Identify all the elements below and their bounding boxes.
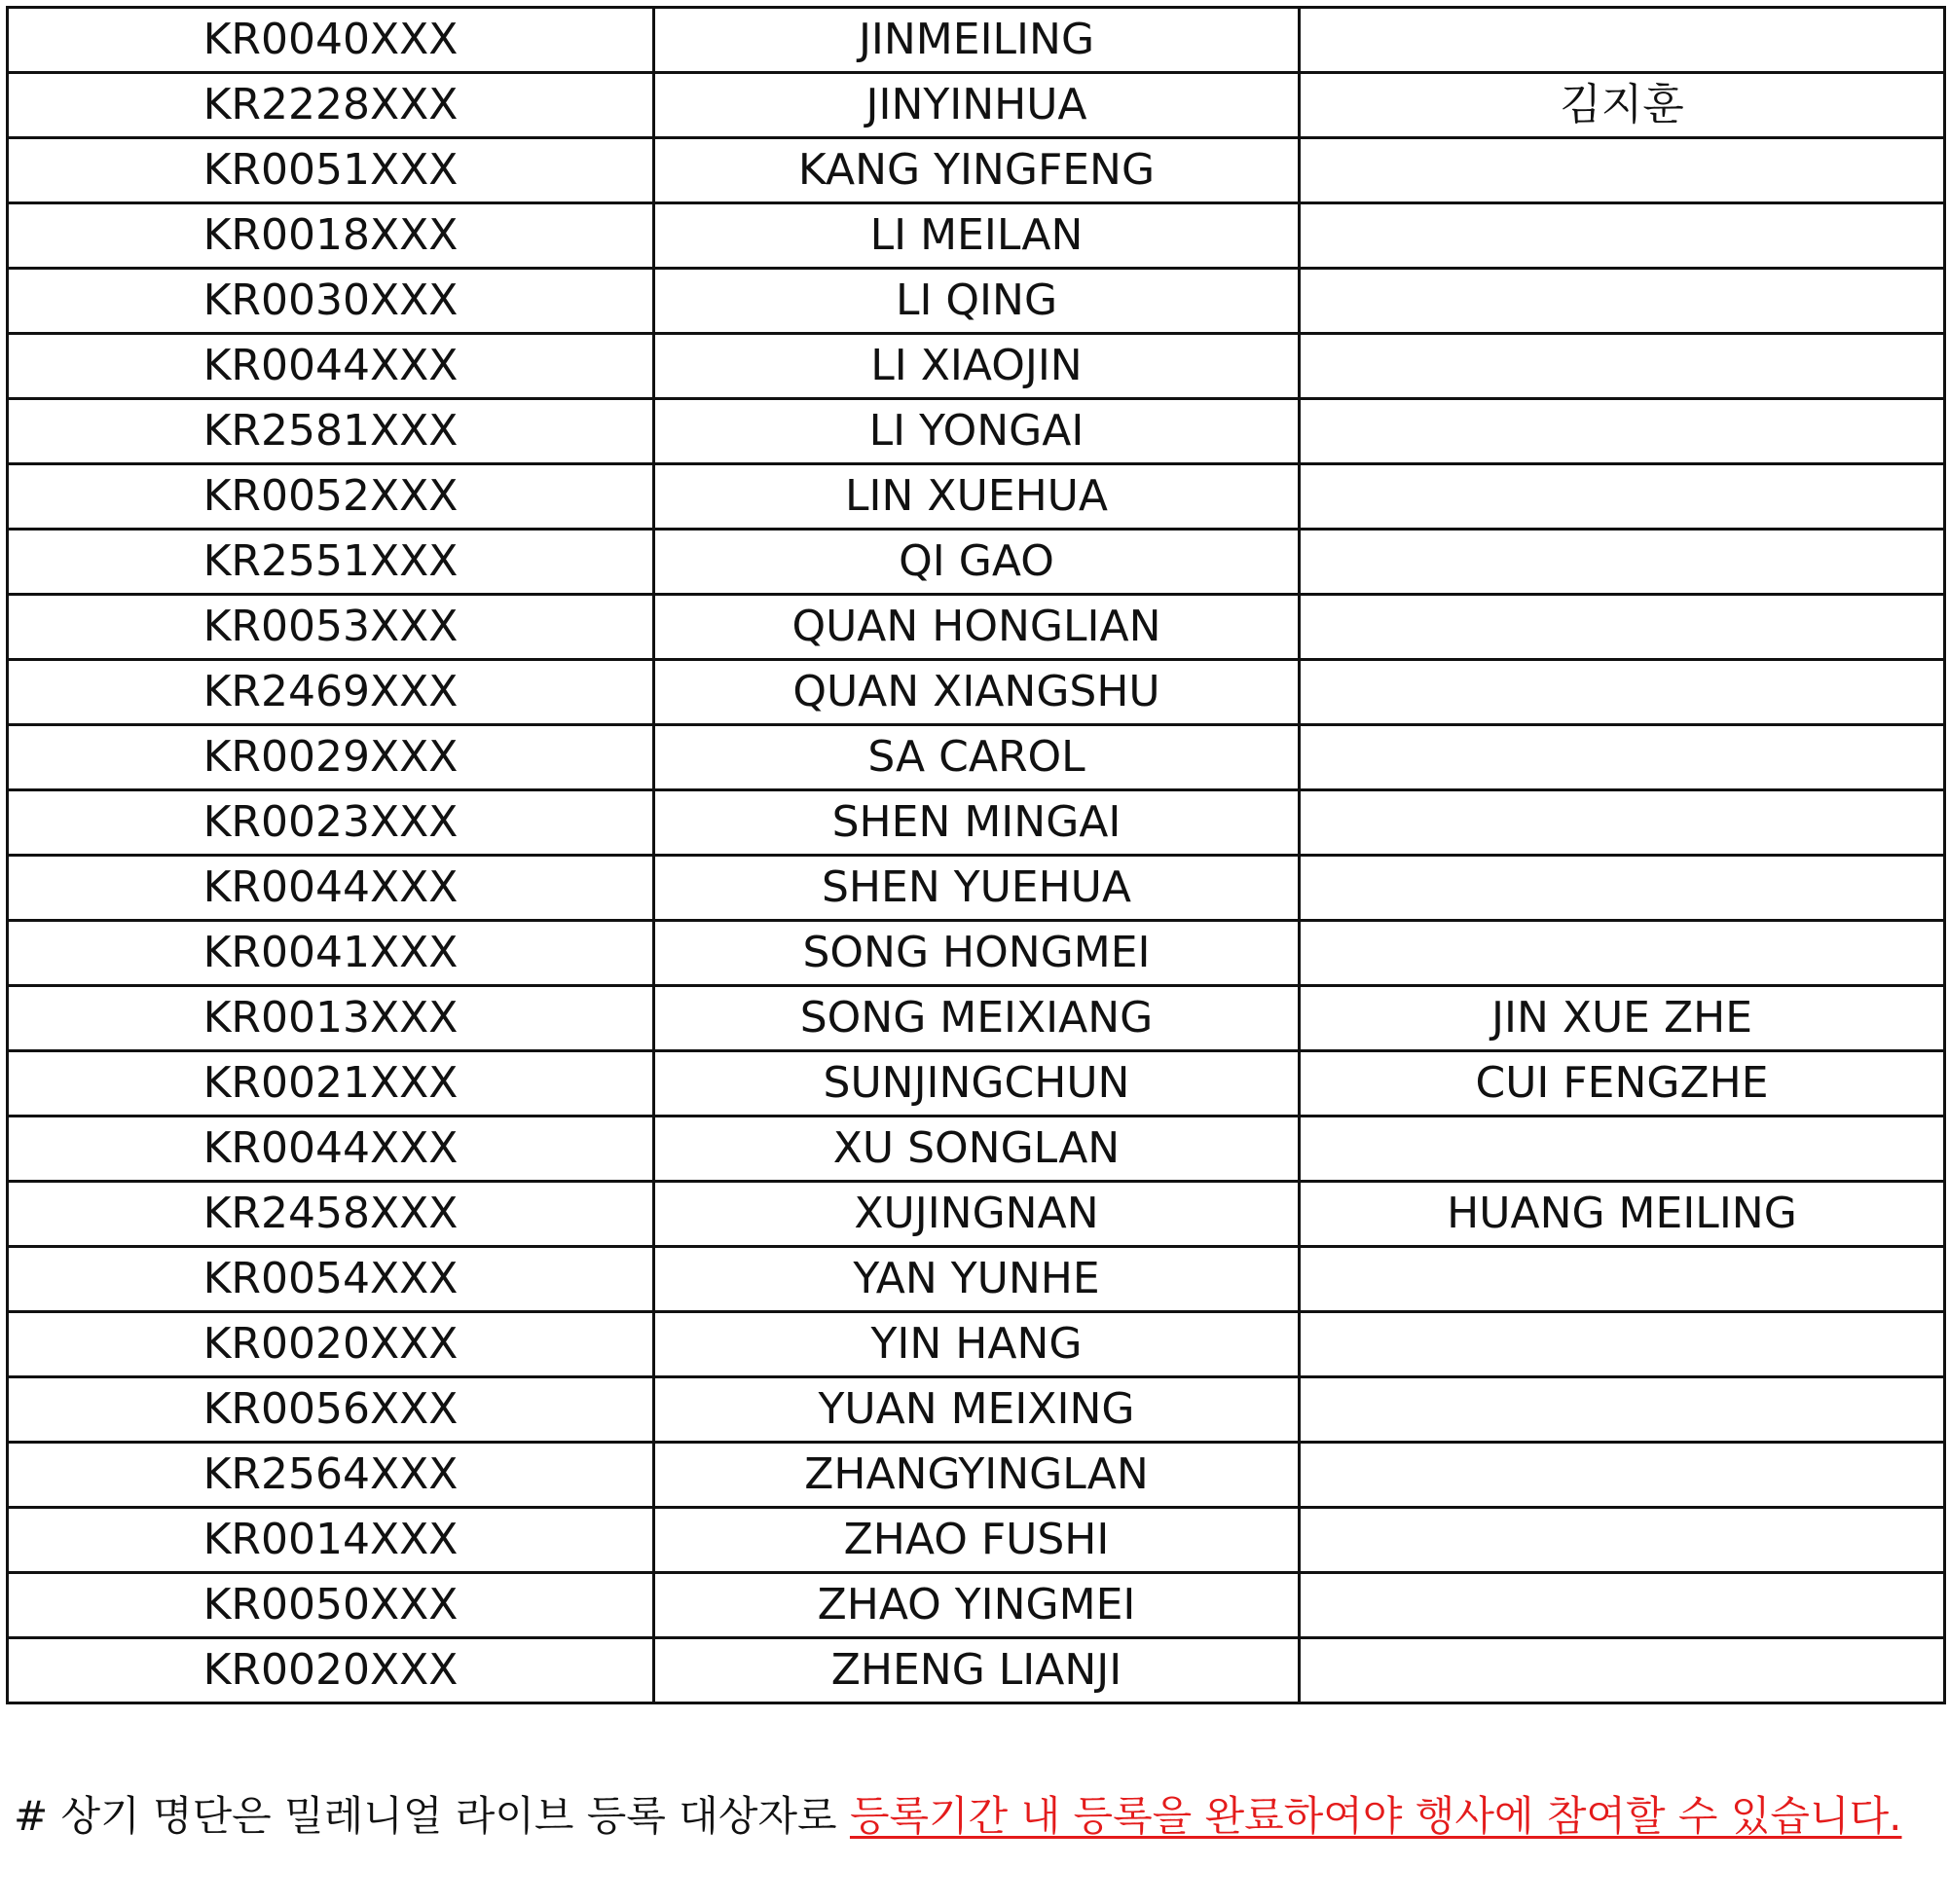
companion-name-cell [1300,660,1945,725]
member-id-cell: KR0020XXX [8,1312,654,1377]
table-row [8,921,1945,986]
member-id-cell: KR0056XXX [8,1377,654,1443]
table-row [8,1051,1945,1117]
member-name-cell: LI XIAOJIN [654,334,1300,399]
member-name-cell: YIN HANG [654,1312,1300,1377]
member-table-body [8,8,1945,1703]
table-row [8,8,1945,73]
member-name-cell: ZHENG LIANJI [654,1638,1300,1703]
member-id-cell: KR0029XXX [8,725,654,790]
companion-name-cell [1300,595,1945,660]
member-id-cell: KR0054XXX [8,1247,654,1312]
member-id-cell: KR0018XXX [8,203,654,269]
member-id-cell: KR0044XXX [8,334,654,399]
member-id-cell: KR2581XXX [8,399,654,464]
companion-name-cell [1300,1247,1945,1312]
member-id-cell: KR2228XXX [8,73,654,138]
member-id-cell: KR0023XXX [8,790,654,856]
member-table [6,6,1946,1704]
member-name-cell: XUJINGNAN [654,1182,1300,1247]
companion-name-cell [1300,203,1945,269]
member-name-cell: ZHAO FUSHI [654,1508,1300,1573]
companion-name-cell: JIN XUE ZHE [1300,986,1945,1051]
table-row [8,595,1945,660]
member-name-cell: YUAN MEIXING [654,1377,1300,1443]
companion-name-cell [1300,921,1945,986]
companion-name-cell [1300,1117,1945,1182]
member-name-cell: JINYINHUA [654,73,1300,138]
table-row [8,203,1945,269]
table-row [8,334,1945,399]
member-name-cell: SUNJINGCHUN [654,1051,1300,1117]
table-row [8,986,1945,1051]
companion-name-cell: CUI FENGZHE [1300,1051,1945,1117]
table-row [8,530,1945,595]
table-row [8,725,1945,790]
companion-name-cell [1300,1508,1945,1573]
companion-name-cell [1300,856,1945,921]
member-list-sheet [6,6,1943,1704]
member-id-cell: KR2469XXX [8,660,654,725]
companion-name-cell [1300,530,1945,595]
companion-name-cell [1300,1377,1945,1443]
member-name-cell: LI MEILAN [654,203,1300,269]
table-row [8,1573,1945,1638]
member-name-cell: SONG HONGMEI [654,921,1300,986]
member-name-cell: SA CAROL [654,725,1300,790]
companion-name-cell [1300,1573,1945,1638]
companion-name-cell: HUANG MEILING [1300,1182,1945,1247]
member-id-cell: KR0014XXX [8,1508,654,1573]
member-name-cell: JINMEILING [654,8,1300,73]
member-id-cell: KR2564XXX [8,1443,654,1508]
member-id-cell: KR0044XXX [8,856,654,921]
member-name-cell: ZHAO YINGMEI [654,1573,1300,1638]
member-id-cell: KR0052XXX [8,464,654,530]
table-row [8,790,1945,856]
table-row [8,1638,1945,1703]
companion-name-cell [1300,334,1945,399]
member-id-cell: KR0041XXX [8,921,654,986]
table-row [8,660,1945,725]
companion-name-cell [1300,1312,1945,1377]
member-id-cell: KR0040XXX [8,8,654,73]
table-row [8,399,1945,464]
companion-name-cell [1300,1638,1945,1703]
table-row [8,138,1945,203]
table-row [8,1117,1945,1182]
member-name-cell: QUAN XIANGSHU [654,660,1300,725]
member-id-cell: KR0053XXX [8,595,654,660]
member-id-cell: KR2551XXX [8,530,654,595]
member-name-cell: LI YONGAI [654,399,1300,464]
table-row [8,269,1945,334]
member-id-cell: KR0030XXX [8,269,654,334]
companion-name-cell [1300,790,1945,856]
companion-name-cell [1300,8,1945,73]
table-row [8,1182,1945,1247]
member-name-cell: QUAN HONGLIAN [654,595,1300,660]
member-id-cell: KR0051XXX [8,138,654,203]
member-id-cell: KR0044XXX [8,1117,654,1182]
table-row [8,1247,1945,1312]
member-name-cell: YAN YUNHE [654,1247,1300,1312]
table-row [8,856,1945,921]
member-name-cell: KANG YINGFENG [654,138,1300,203]
companion-name-cell [1300,269,1945,334]
member-name-cell: QI GAO [654,530,1300,595]
member-name-cell: XU SONGLAN [654,1117,1300,1182]
companion-name-cell: 김지훈 [1300,73,1945,138]
member-id-cell: KR0020XXX [8,1638,654,1703]
table-row [8,1377,1945,1443]
member-id-cell: KR0013XXX [8,986,654,1051]
member-id-cell: KR0021XXX [8,1051,654,1117]
companion-name-cell [1300,1443,1945,1508]
companion-name-cell [1300,138,1945,203]
member-id-cell: KR2458XXX [8,1182,654,1247]
member-name-cell: LI QING [654,269,1300,334]
table-row [8,73,1945,138]
table-row [8,464,1945,530]
table-row [8,1312,1945,1377]
companion-name-cell [1300,399,1945,464]
table-row [8,1443,1945,1508]
companion-name-cell [1300,464,1945,530]
member-name-cell: ZHANGYINGLAN [654,1443,1300,1508]
registration-note [14,1787,1935,1846]
member-name-cell: LIN XUEHUA [654,464,1300,530]
member-name-cell: SHEN YUEHUA [654,856,1300,921]
member-name-cell: SHEN MINGAI [654,790,1300,856]
member-name-cell: SONG MEIXIANG [654,986,1300,1051]
table-row [8,1508,1945,1573]
note-text: # 상기 명단은 밀레니얼 라이브 등록 대상자로 [14,1792,850,1840]
member-id-cell: KR0050XXX [8,1573,654,1638]
note-highlight-text: 등록기간 내 등록을 완료하여야 행사에 참여할 수 있습니다. [849,1792,1902,1840]
companion-name-cell [1300,725,1945,790]
